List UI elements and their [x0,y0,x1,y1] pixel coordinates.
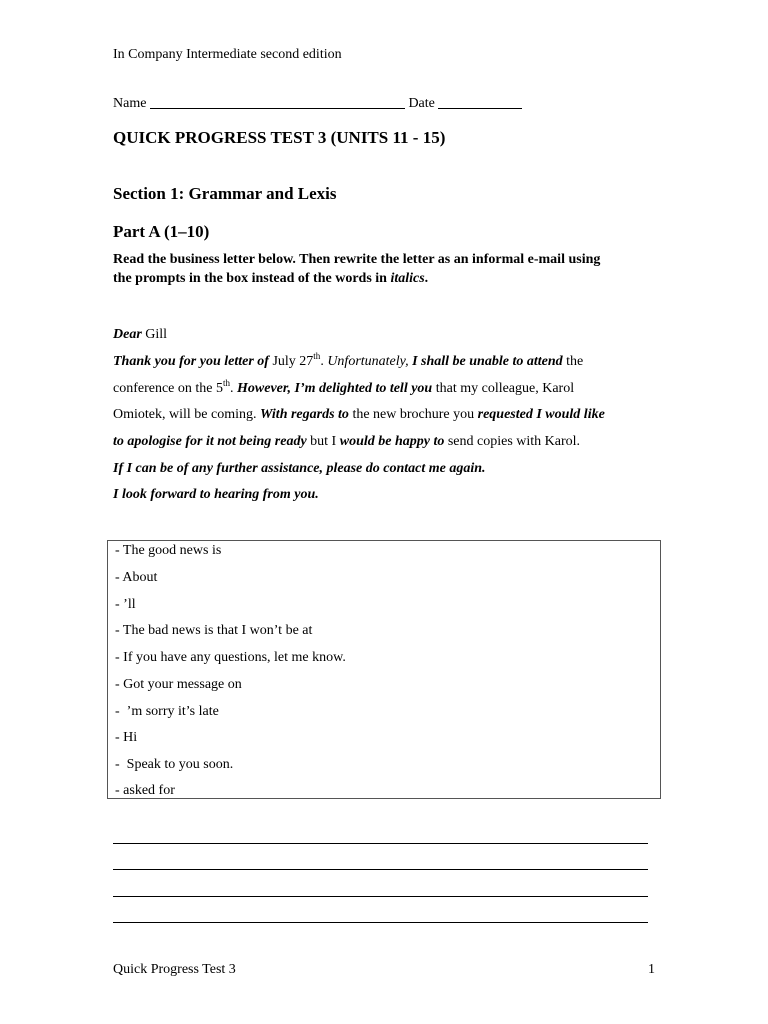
prompt-item: - Hi [115,730,138,745]
page-number: 1 [648,962,655,977]
prompt-item: - The bad news is that I won’t be at [115,623,313,638]
letter-line-5: If I can be of any further assistance, please do contact me again. [113,461,486,476]
footer-title: Quick Progress Test 3 [113,962,236,977]
instructions-line-2: the prompts in the box instead of the words in italics. [113,271,429,286]
prompt-item: - ’m sorry it’s late [115,704,219,719]
letter-line-4: to apologise for it not being ready but I would be happy to send copies with Karol. [113,434,581,449]
letter-closing: I look forward to hearing from you. [113,487,319,502]
prompt-item: - Got your message on [115,677,242,692]
prompt-item: - The good news is [115,543,222,558]
answer-line[interactable] [113,843,648,844]
test-title: QUICK PROGRESS TEST 3 (UNITS 11 - 15) [113,128,446,147]
prompt-item: - asked for [115,783,175,798]
prompt-item: - About [115,570,158,585]
name-field[interactable] [150,95,405,109]
name-date-line [113,95,522,112]
prompt-item: - ’ll [115,597,136,612]
letter-salutation: Dear Gill [113,327,168,342]
letter-line-1: Thank you for you letter of July 27th. Unfortunately, I shall be unable to attend the [113,351,584,369]
letter-line-3: Omiotek, will be coming. With regards to the new brochure you requested I would like [113,407,605,422]
name-label: Name [113,96,147,111]
part-title: Part A (1–10) [113,222,210,241]
course-header: In Company Intermediate second edition [113,47,342,62]
answer-line[interactable] [113,922,648,923]
instructions [113,250,653,288]
prompt-item: - If you have any questions, let me know. [115,650,346,665]
prompt-item: - Speak to you soon. [115,757,234,772]
answer-line[interactable] [113,896,648,897]
instructions-line-1: Read the business letter below. Then rewrite the letter as an informal e-mail using [113,252,601,267]
prompts-box [107,540,661,799]
section-title: Section 1: Grammar and Lexis [113,184,337,203]
date-label: Date [408,96,435,111]
letter-line-2: conference on the 5th. However, I’m delighted to tell you that my colleague, Karol [113,378,575,396]
date-field[interactable] [438,95,522,109]
answer-line[interactable] [113,869,648,870]
